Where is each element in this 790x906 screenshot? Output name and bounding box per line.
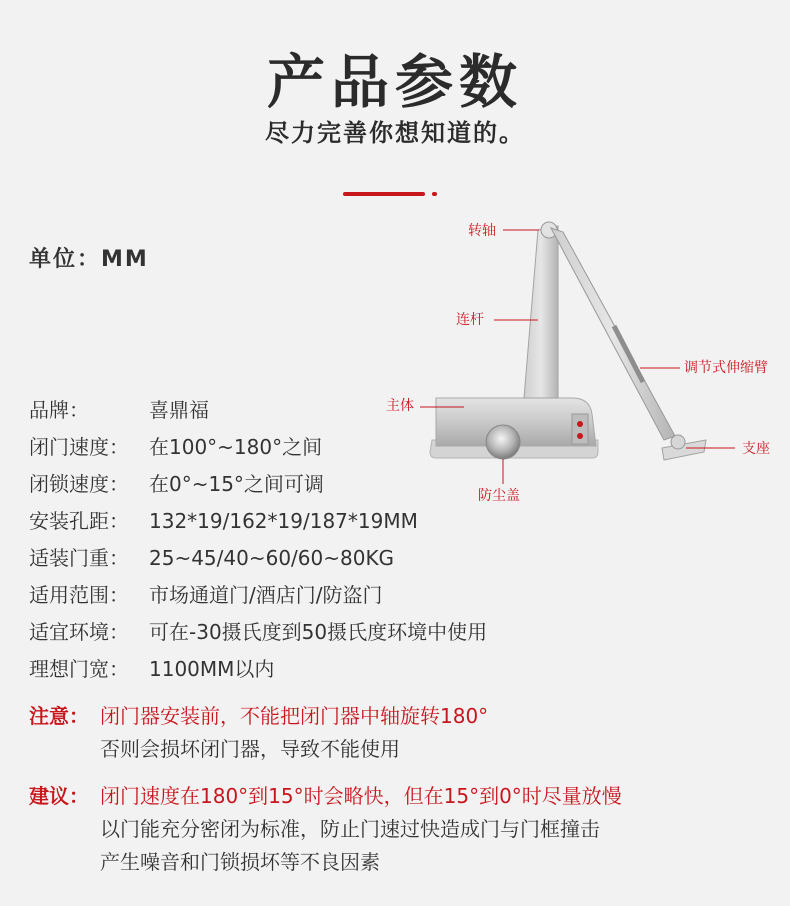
spec-value: 喜鼎福	[149, 398, 209, 422]
accent-dot	[432, 192, 437, 196]
spec-label: 理想门宽：	[29, 657, 129, 681]
callout-arm: 调节式伸缩臂	[684, 360, 768, 376]
callout-bracket: 支座	[742, 441, 770, 457]
spec-value: 市场通道门/酒店门/防盗门	[149, 583, 383, 607]
callout-link: 连杆	[456, 312, 484, 328]
spec-label: 品牌：	[29, 398, 89, 422]
spec-value: 132*19/162*19/187*19MM	[149, 509, 418, 533]
note-text	[100, 780, 622, 879]
spec-row-hole-spacing	[29, 503, 589, 540]
spec-row-close-speed	[29, 429, 589, 466]
callout-pivot: 转轴	[468, 223, 496, 239]
spec-list	[29, 392, 589, 688]
spec-row-usage	[29, 577, 589, 614]
unit-label: 单位：MM	[29, 247, 149, 272]
spec-label: 安装孔距：	[29, 509, 129, 533]
note-line: 闭门器安装前，不能把闭门器中轴旋转180°	[100, 704, 489, 728]
accent-divider	[343, 192, 425, 196]
note-text	[100, 700, 488, 766]
callout-cap: 防尘盖	[478, 488, 520, 504]
spec-value: 25~45/40~60/60~80KG	[149, 546, 395, 570]
spec-value: 可在-30摄氏度到50摄氏度环境中使用	[149, 620, 488, 644]
spec-row-latch-speed	[29, 466, 589, 503]
spec-label: 闭门速度：	[29, 435, 129, 459]
note-label: 建议：	[29, 784, 89, 808]
spec-row-door-weight	[29, 540, 589, 577]
callout-body: 主体	[386, 398, 414, 414]
page-subtitle: 尽力完善你想知道的。	[265, 119, 525, 147]
spec-label: 适宜环境：	[29, 620, 129, 644]
spec-value: 在100°~180°之间	[149, 435, 323, 459]
note-line: 否则会损坏闭门器，导致不能使用	[100, 737, 400, 761]
spec-value: 1100MM以内	[149, 657, 275, 681]
spec-row-environment	[29, 614, 589, 651]
page-title: 产品参数	[266, 48, 523, 116]
note-line: 闭门速度在180°到15°时会略快，但在15°到0°时尽量放慢	[100, 784, 622, 808]
spec-label: 适用范围：	[29, 583, 129, 607]
note-line: 以门能充分密闭为标准，防止门速过快造成门与门框撞击	[100, 817, 600, 841]
spec-row-brand	[29, 392, 589, 429]
spec-label: 闭锁速度：	[29, 472, 129, 496]
note-line: 产生噪音和门锁损坏等不良因素	[100, 850, 380, 874]
spec-label: 适装门重：	[29, 546, 129, 570]
note-label: 注意：	[29, 704, 89, 728]
spec-row-door-width	[29, 651, 589, 688]
spec-value: 在0°~15°之间可调	[149, 472, 324, 496]
